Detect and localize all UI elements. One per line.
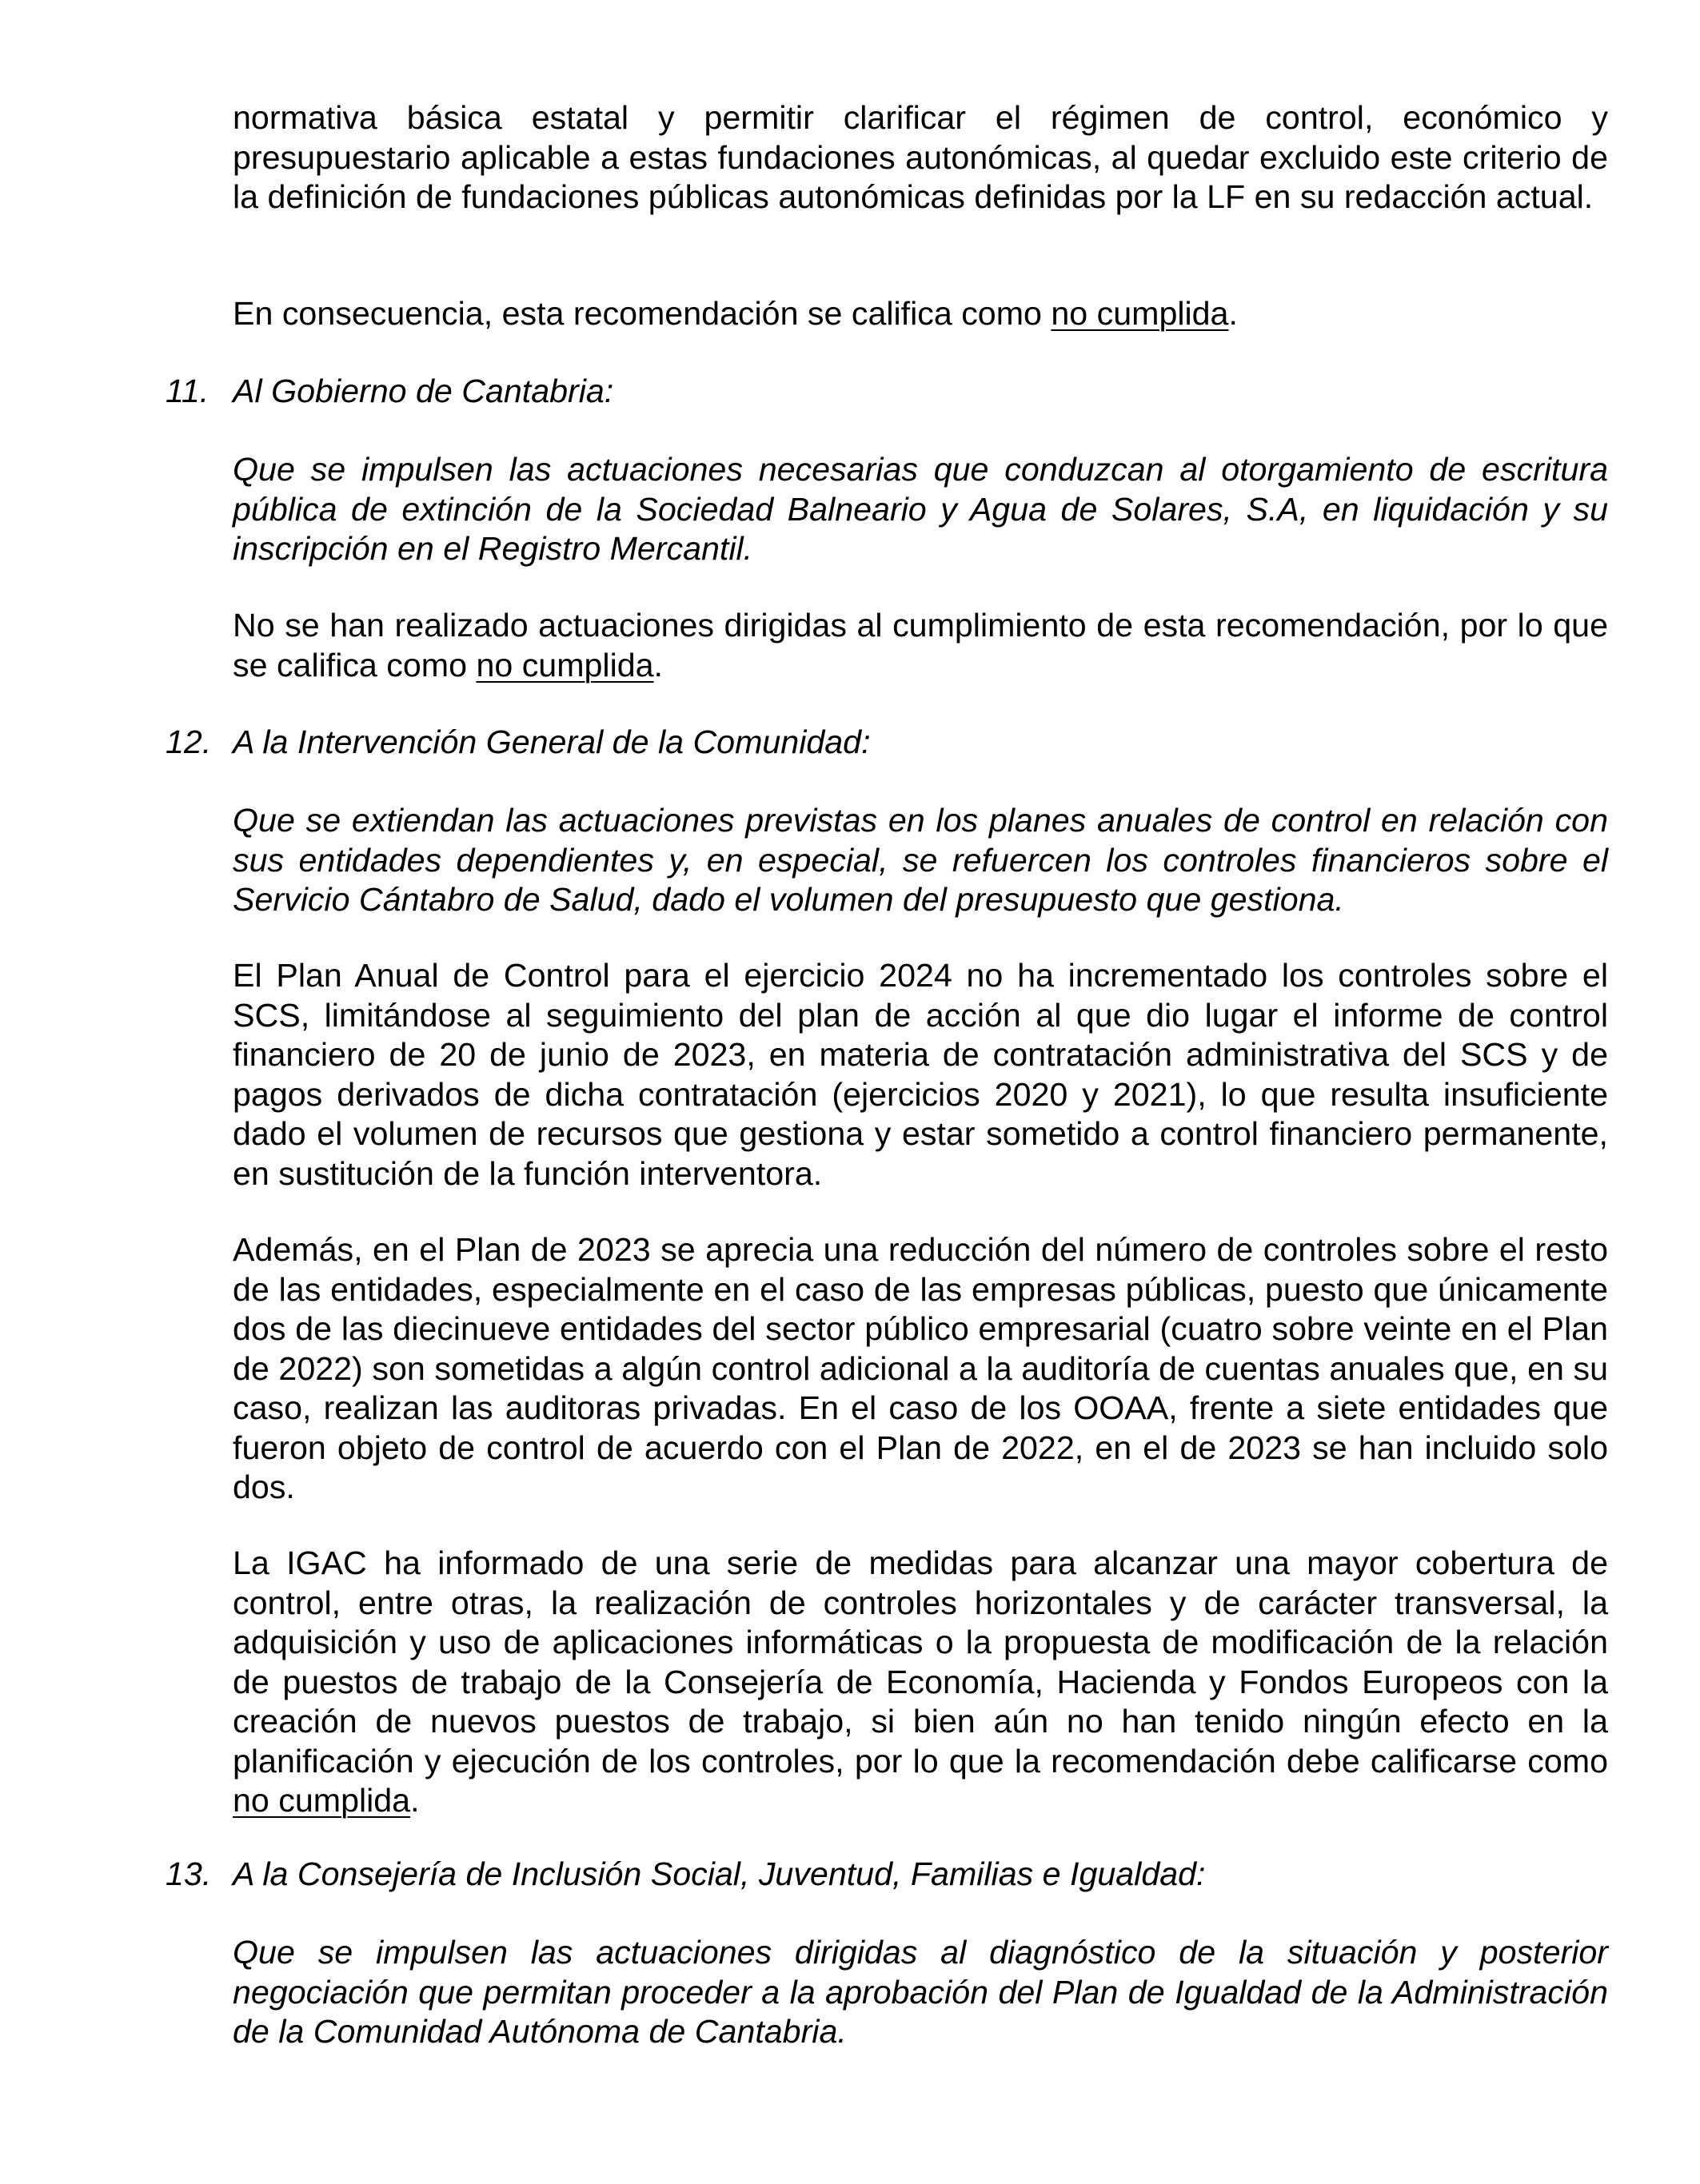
intro-conclusion xyxy=(233,294,1608,334)
status-no-cumplida: no cumplida xyxy=(1051,295,1229,332)
item-12-paragraph-3-text: La IGAC ha informado de una serie de medidas para alcanzar una mayor cobertura de control, entre otras, la realización de controles horizontales y de carácter transversal, la adquisición y uso de aplicaciones informáticas o la propuesta de modificación de la relación de puestos de trabajo de la Consejería de Economía, Hacienda y Fondos Europeos con la creación de nuevos puestos de trabajo, si bien aún no han tenido ningún efecto en la planificación y ejecución de los controles, por lo que la recomendación debe calificarse como xyxy=(233,1544,1608,1779)
intro-paragraph: normativa básica estatal y permitir clarificar el régimen de control, económico y presupuestario aplicable a estas fundaciones autonómicas, al quedar excluido este criterio de la definición de fundaciones públicas autonómicas definidas por la LF en su redacción actual. xyxy=(233,99,1608,215)
item-13-recommendation: Que se impulsen las actuaciones dirigidas al diagnóstico de la situación y posterior negociación que permitan proceder a la aprobación del Plan de Igualdad de la Administración de la Comunidad Autónoma de Cantabria. xyxy=(233,1934,1608,2050)
item-12-paragraph-1: El Plan Anual de Control para el ejercicio 2024 no ha incrementado los controles sobre el SCS, limitándose al seguimiento del plan de acción al que dio lugar el informe de control financiero de 20 de junio de 2023, en materia de contratación administrativa del SCS y de pagos derivados de dicha contratación (ejercicios 2020 y 2021), lo que resulta insuficiente dado el volumen de recursos que gestiona y estar sometido a control financiero permanente, en sustitución de la función interventora. xyxy=(233,957,1608,1192)
item-12-addressee: A la Intervención General de la Comunidad: xyxy=(233,723,871,760)
item-13-number: 13. xyxy=(166,1855,212,1892)
item-12-paragraph-3 xyxy=(233,1544,1608,1821)
item-11-number: 11. xyxy=(166,373,210,409)
item-11-addressee: Al Gobierno de Cantabria: xyxy=(233,373,614,409)
item-11-assessment-text: No se han realizado actuaciones dirigidas al cumplimiento de esta recomendación, por lo que se califica como xyxy=(233,607,1608,683)
intro-conclusion-text: En consecuencia, esta recomendación se califica como xyxy=(233,295,1052,332)
item-11-assessment xyxy=(233,606,1608,685)
status-no-cumplida: no cumplida xyxy=(476,646,654,683)
item-11-assessment-period: . xyxy=(653,646,663,683)
item-12-paragraph-2: Además, en el Plan de 2023 se aprecia una reducción del número de controles sobre el resto de las entidades, especialmente en el caso de las empresas públicas, puesto que únicamente dos de las diecinueve entidades del sector público empresarial (cuatro sobre veinte en el Plan de 2022) son sometidas a algún control adicional a la auditoría de cuentas anuales que, en su caso, realizan las auditoras privadas. En el caso de los OOAA, frente a siete entidades que fueron objeto de control de acuerdo con el Plan de 2022, en el de 2023 se han incluido solo dos. xyxy=(233,1231,1608,1505)
item-11-recommendation: Que se impulsen las actuaciones necesarias que conduzcan al otorgamiento de escritura pública de extinción de la Sociedad Balneario y Agua de Solares, S.A, en liquidación y su inscripción en el Registro Mercantil. xyxy=(233,451,1608,567)
intro-conclusion-period: . xyxy=(1228,295,1238,332)
item-13-addressee: A la Consejería de Inclusión Social, Juventud, Familias e Igualdad: xyxy=(233,1855,1206,1892)
status-no-cumplida: no cumplida xyxy=(233,1782,411,1819)
item-12-number: 12. xyxy=(166,723,212,760)
item-12-paragraph-3-period: . xyxy=(410,1782,420,1819)
item-12-recommendation: Que se extiendan las actuaciones previstas en los planes anuales de control en relación con sus entidades dependientes y, en especial, se refuercen los controles financieros sobre el Servicio Cántabro de Salud, dado el volumen del presupuesto que gestiona. xyxy=(233,802,1608,918)
